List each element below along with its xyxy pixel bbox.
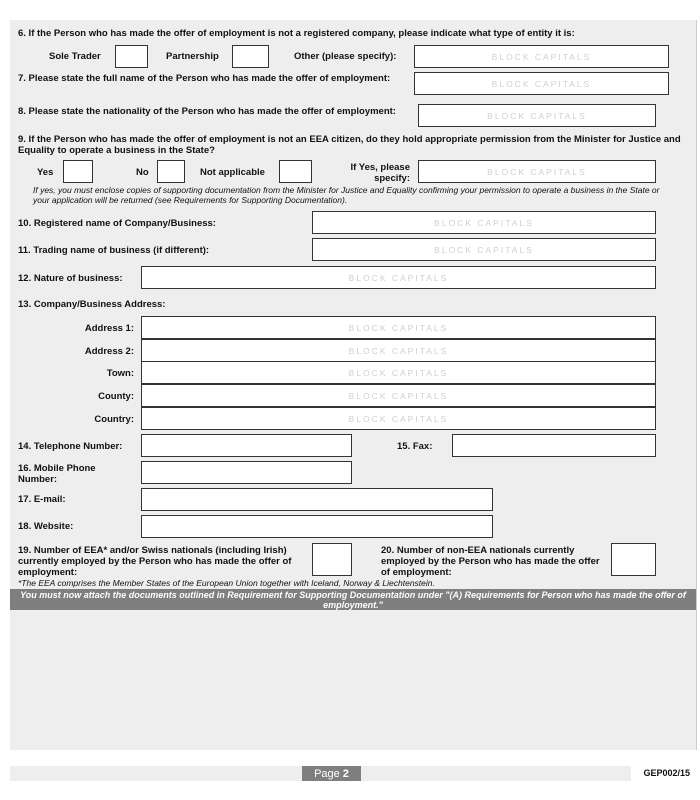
partnership-label: Partnership [166, 51, 219, 62]
question-10: 10. Registered name of Company/Business: [18, 218, 216, 229]
non-eea-count-input[interactable] [611, 543, 656, 576]
page-number: 2 [342, 767, 349, 780]
attach-documents-text: You must now attach the documents outlined in Requirement for Supporting Documentation under "(A) Requirements for Person who has made the offer of employment." [20, 589, 686, 610]
footer-bar-left [10, 766, 302, 781]
county-label: County: [98, 391, 134, 402]
placeholder-text: BLOCK CAPITALS [434, 217, 534, 228]
placeholder-text: BLOCK CAPITALS [348, 413, 449, 424]
question-7: 7. Please state the full name of the Person who has made the offer of employment: [18, 73, 391, 84]
question-14: 14. Telephone Number: [18, 441, 123, 452]
permission-specify-input[interactable] [418, 160, 656, 183]
question-15: 15. Fax: [397, 441, 433, 452]
question-19: 19. Number of EEA* and/or Swiss nationals (including Irish) currently employed by the Person who has made the offer of employment: [18, 545, 292, 578]
address1-input[interactable] [141, 316, 656, 339]
partnership-checkbox[interactable] [232, 45, 269, 68]
country-label: Country: [94, 414, 134, 425]
form-code: GEP002/15 [643, 768, 690, 778]
eea-count-input[interactable] [312, 543, 352, 576]
sole-trader-label: Sole Trader [49, 51, 101, 62]
placeholder-text: BLOCK CAPITALS [434, 244, 534, 255]
registered-name-input[interactable] [312, 211, 656, 234]
website-input[interactable] [141, 515, 493, 538]
other-specify-input[interactable] [414, 45, 669, 68]
other-label: Other (please specify): [294, 51, 397, 62]
question-9: 9. If the Person who has made the offer of employment is not an EEA citizen, do they hold appropriate permission from the Minister for Justice and Equality to operate a business in the State? [18, 134, 681, 156]
question-12: 12. Nature of business: [18, 273, 123, 284]
not-applicable-checkbox[interactable] [279, 160, 312, 183]
placeholder-text: BLOCK CAPITALS [487, 166, 587, 177]
placeholder-text: BLOCK CAPITALS [348, 367, 449, 378]
footer-bar-right [361, 766, 631, 781]
email-input[interactable] [141, 488, 493, 511]
placeholder-text: BLOCK CAPITALS [491, 78, 592, 89]
offerer-nationality-input[interactable] [418, 104, 656, 127]
question-13: 13. Company/Business Address: [18, 299, 166, 310]
no-checkbox[interactable] [157, 160, 185, 183]
permission-note: If yes, you must enclose copies of supporting documentation from the Minister for Justice and Equality confirming your permission to operate a business in the State or your application will be returned (see Requirements for Supporting Documentation). [33, 185, 660, 205]
trading-name-input[interactable] [312, 238, 656, 261]
question-8: 8. Please state the nationality of the Person who has made the offer of employment: [18, 106, 396, 117]
question-17: 17. E-mail: [18, 494, 66, 505]
county-input[interactable] [141, 384, 656, 407]
address2-input[interactable] [141, 339, 656, 362]
fax-input[interactable] [452, 434, 656, 457]
nature-of-business-input[interactable] [141, 266, 656, 289]
eea-footnote: *The EEA comprises the Member States of the European Union together with Iceland, Norway & Liechtenstein. [18, 578, 435, 588]
town-input[interactable] [141, 361, 656, 384]
question-6: 6. If the Person who has made the offer of employment is not a registered company, please indicate what type of entity it is: [18, 28, 575, 39]
mobile-input[interactable] [141, 461, 352, 484]
yes-checkbox[interactable] [63, 160, 93, 183]
sole-trader-checkbox[interactable] [115, 45, 148, 68]
not-applicable-label: Not applicable [200, 167, 265, 178]
placeholder-text: BLOCK CAPITALS [491, 51, 592, 62]
town-label: Town: [106, 368, 134, 379]
no-label: No [136, 167, 149, 178]
question-20: 20. Number of non-EEA nationals currently employed by the Person who has made the offer of employment: [381, 545, 600, 578]
address2-label: Address 2: [84, 346, 134, 357]
placeholder-text: BLOCK CAPITALS [348, 322, 449, 333]
telephone-input[interactable] [141, 434, 352, 457]
yes-label: Yes [37, 167, 54, 178]
placeholder-text: BLOCK CAPITALS [348, 345, 449, 356]
page-indicator [302, 766, 361, 781]
placeholder-text: BLOCK CAPITALS [348, 272, 449, 283]
placeholder-text: BLOCK CAPITALS [348, 390, 449, 401]
question-11: 11. Trading name of business (if different): [18, 245, 210, 256]
country-input[interactable] [141, 407, 656, 430]
question-18: 18. Website: [18, 521, 74, 532]
attach-documents-banner [10, 589, 696, 610]
placeholder-text: BLOCK CAPITALS [487, 110, 587, 121]
if-yes-label: If Yes, please specify: [350, 162, 410, 184]
page-label: Page [314, 767, 340, 780]
address1-label: Address 1: [84, 323, 134, 334]
offerer-name-input[interactable] [414, 72, 669, 95]
question-16: 16. Mobile Phone Number: [18, 463, 96, 485]
